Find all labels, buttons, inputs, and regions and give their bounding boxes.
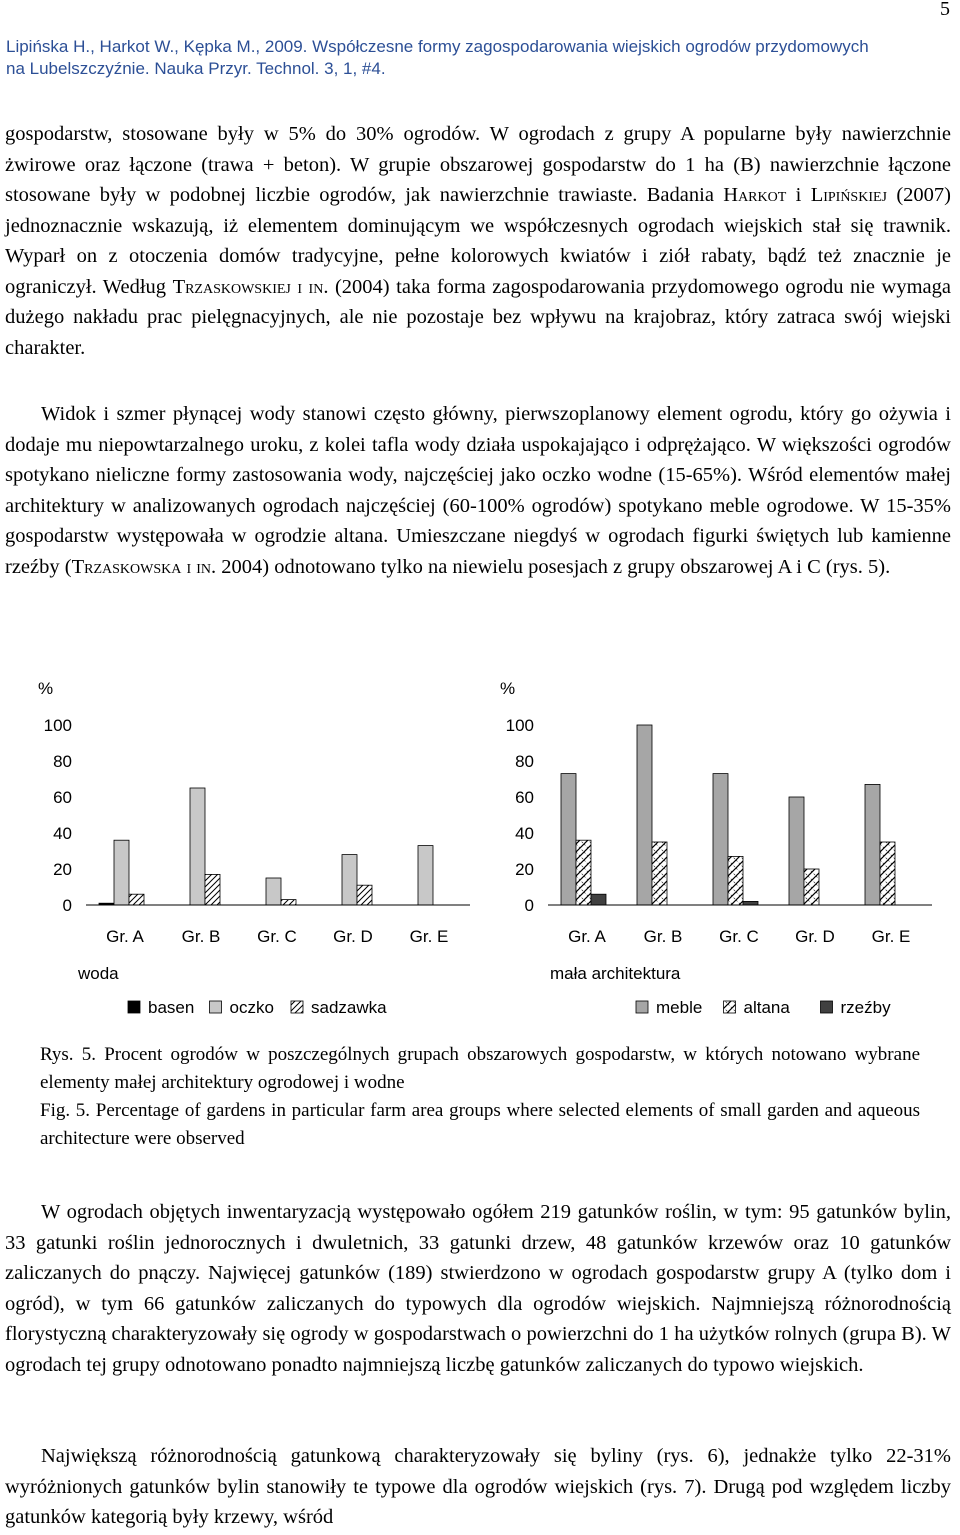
y-axis-unit-label: % (500, 679, 516, 698)
figure-5 (0, 660, 960, 1050)
paragraph-text: gospodarstw, stosowane były w 5% do 30% ogrodów. W ogrodach z grupy A popularne były nawierzchnie żwirowe oraz łączone (trawa + beton). W grupie obszarowej gospodarstw do 1 ha (B) nawierzchnie łączone stosowane były w podobnej liczbie ogrodów, jak nawierzchnie trawiaste. Badania (5, 123, 951, 206)
legend-swatch-altana (724, 1001, 736, 1013)
figure-caption-polish: Rys. 5. Procent ogrodów w poszczególnych grupach obszarowych gospodarstw, w których notowano wybrane elementy małej architektury ogrodowej i wodne (40, 1044, 920, 1093)
x-tick-label: Gr. A (106, 927, 144, 946)
bar-oczko (418, 846, 433, 905)
bar-meble (637, 725, 652, 905)
bar-oczko (114, 840, 129, 905)
bar-sadzawka (281, 900, 296, 905)
body-paragraph-2 (5, 399, 951, 582)
paragraph-text: Widok i szmer płynącej wody stanowi często główny, pierwszoplanowy element ogrodu, który go ożywia i dodaje mu niepowtarzalnego uroku, z kolei tafla wody działa uspokajająco i odprężająco. W większości ogrodów spotykano nieliczne formy zastosowania wody, najczęściej jako oczko wodne (15-65%). Wśród elementów małej architektury w analizowanych ogrodach najczęściej (60-100% ogrodów) spotykano meble ogrodowe. W 15-35% gospodarstw występowała w ogrodzie altana. Umieszczane niegdyś w ogrodach figurki świętych lub kamienne rzeźby ( (5, 403, 951, 578)
paragraph-text: (2004) taka forma zagospodarowania przydomowego ogrodu nie wymaga dużego nakładu prac pielęgnacyjnych, ale nie pozostaje bez wpływu na krajobraz, który zatraca swój wiejski charakter. (5, 275, 951, 359)
body-paragraph-1 (5, 119, 951, 363)
legend-swatch-basen (128, 1001, 140, 1013)
bar-sadzawka (357, 885, 372, 905)
bar-meble (865, 784, 880, 905)
bar-altana (804, 869, 819, 905)
author-citation: Trzaskowskiej i in. (172, 275, 329, 298)
bar-rzeźby (591, 894, 606, 905)
citation-line-1: Lipińska H., Harkot W., Kępka M., 2009. Współczesne formy zagospodarowania wiejskich ogrodów przydomowych (6, 37, 869, 56)
y-tick-label: 20 (515, 860, 534, 879)
legend-label: rzeźby (840, 998, 891, 1017)
legend-swatch-meble (636, 1001, 648, 1013)
citation-line-2: na Lubelszczyźnie. Nauka Przyr. Technol. 3, 1, #4. (6, 59, 386, 78)
legend-swatch-rzeźby (821, 1001, 833, 1013)
author-citation: Trzaskowska i in. (71, 555, 217, 578)
y-tick-label: 60 (53, 788, 72, 807)
y-tick-label: 40 (53, 824, 72, 843)
figure-5-charts (0, 660, 960, 1050)
x-tick-label: Gr. E (871, 927, 911, 946)
legend-swatch-sadzawka (291, 1001, 303, 1013)
y-tick-label: 100 (43, 716, 72, 735)
bar-meble (789, 797, 804, 905)
y-tick-label: 20 (53, 860, 72, 879)
bar-altana (652, 842, 667, 905)
y-tick-label: 0 (62, 896, 72, 915)
chart-title: woda (78, 964, 119, 983)
bar-altana (576, 840, 591, 905)
legend-label: altana (743, 998, 790, 1017)
x-tick-label: Gr. D (333, 927, 373, 946)
legend-label: meble (656, 998, 703, 1017)
author-citation: Lipińskiej (810, 184, 887, 206)
chart-title: mała architektura (550, 964, 681, 983)
bar-oczko (266, 878, 281, 905)
bar-rzeźby (743, 901, 758, 905)
running-header-citation (6, 36, 956, 80)
chart-mala-architektura (500, 679, 932, 1017)
bar-oczko (342, 855, 357, 905)
author-citation: Harkot (723, 184, 787, 206)
y-tick-label: 40 (515, 824, 534, 843)
bar-meble (561, 774, 576, 905)
x-tick-label: Gr. B (643, 927, 683, 946)
bar-meble (713, 774, 728, 905)
x-tick-label: Gr. D (795, 927, 835, 946)
y-tick-label: 100 (505, 716, 534, 735)
chart-woda (38, 679, 470, 1017)
paragraph-text: (2007) jednoznacznie wskazują, iż elementem dominującym we współczesnych ogrodach wiejskich stał się trawnik. Wyparł on z otoczenia domów tradycyjne, pełne kolorowych kwiatów i ziół rabaty, bądź też znacznie je ograniczył. Według (5, 184, 951, 298)
bar-altana (880, 842, 895, 905)
x-tick-label: Gr. E (409, 927, 449, 946)
y-tick-label: 80 (515, 752, 534, 771)
paragraph-text: i (786, 184, 811, 206)
bar-altana (728, 856, 743, 905)
legend-label: oczko (229, 998, 274, 1017)
paragraph-text: 2004) odnotowano tylko na niewielu posesjach z grupy obszarowej A i C (rys. 5). (216, 555, 891, 578)
bar-sadzawka (129, 894, 144, 905)
x-tick-label: Gr. C (257, 927, 297, 946)
x-tick-label: Gr. A (568, 927, 606, 946)
x-tick-label: Gr. C (719, 927, 759, 946)
bar-sadzawka (205, 874, 220, 905)
legend-label: basen (148, 998, 195, 1017)
y-tick-label: 80 (53, 752, 72, 771)
bar-oczko (190, 788, 205, 905)
x-tick-label: Gr. B (181, 927, 221, 946)
legend-swatch-oczko (210, 1001, 222, 1013)
y-axis-unit-label: % (38, 679, 54, 698)
body-paragraph-4: Największą różnorodnością gatunkową charakteryzowały się byliny (rys. 6), jednakże tylko 22-31% wyróżnionych gatunków bylin stanowiły te typowe dla ogrodów wiejskich (rys. 7). Drugą pod względem liczby gatunków kategorią były krzewy, wśród (5, 1445, 951, 1528)
page-number: 5 (940, 0, 950, 20)
y-tick-label: 60 (515, 788, 534, 807)
figure-caption-english: Fig. 5. Percentage of gardens in particular farm area groups where selected elements of small garden and aqueous architecture were observed (40, 1100, 920, 1149)
legend-label: sadzawka (311, 998, 387, 1017)
body-paragraph-3: W ogrodach objętych inwentaryzacją występowało ogółem 219 gatunków roślin, w tym: 95 gatunków bylin, 33 gatunki roślin jednorocznych i dwuletnich, 33 gatunki drzew, 48 gatunków krzewów oraz 10 gatunków zaliczanych do pnączy. Najwięcej gatunków (189) stwierdzono w ogrodach gospodarstw grupy A (tylko dom i ogród), w tym 66 gatunków zaliczanych do typowych dla ogrodów wiejskich. Najmniejszą różnorodnością florystyczną charakteryzowały się ogrody w gospodarstwach o powierzchni do 1 ha użytków rolnych (grupa B). W ogrodach tej grupy odnotowano ponadto najmniejszą liczbę gatunków zaliczanych do typowo wiejskich. (5, 1201, 951, 1376)
y-tick-label: 0 (524, 896, 534, 915)
